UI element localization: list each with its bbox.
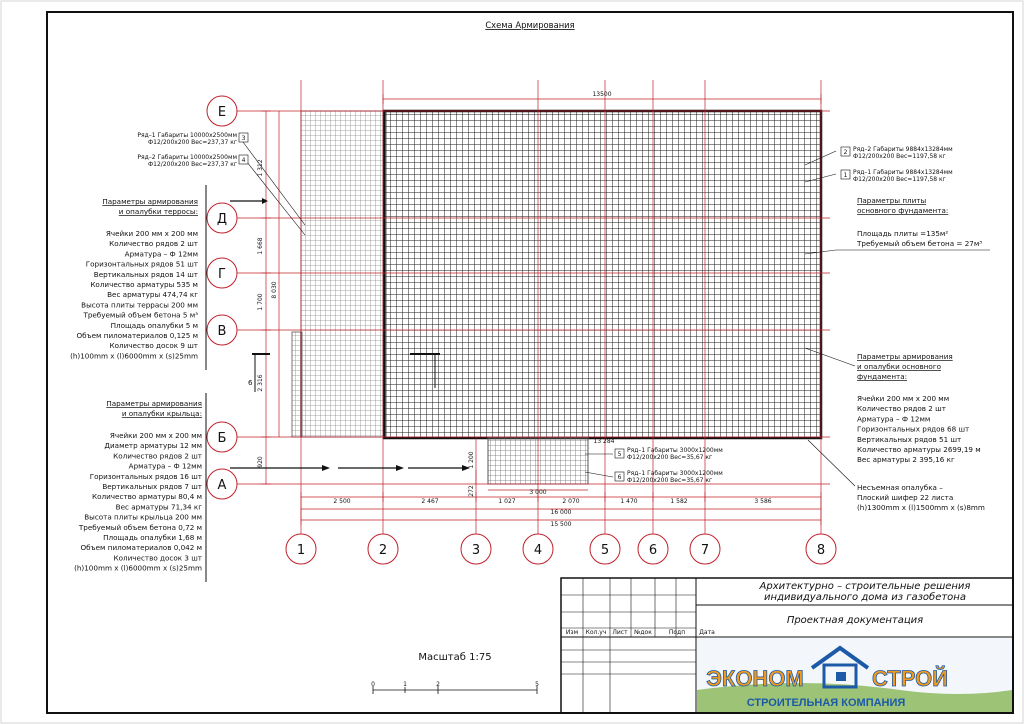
svg-text:Ряд–1 Габариты 9884х13284мм: Ряд–1 Габариты 9884х13284мм — [853, 169, 953, 176]
porch-param-line: Количество рядов 2 шт — [113, 451, 202, 461]
drawing-title: Схема Армирования — [485, 20, 575, 30]
foundation-param-line: Вертикальных рядов 51 шт — [857, 434, 962, 444]
svg-text:4: 4 — [533, 543, 543, 558]
porch-param-line: Требуемый объем бетона 0,72 м — [78, 522, 202, 532]
svg-text:0: 0 — [371, 681, 375, 688]
column-axis-5 — [590, 534, 620, 564]
svg-text:и опалубки основного: и опалубки основного — [857, 362, 941, 371]
svg-text:Ряд–1 Габариты 10000х2500мм: Ряд–1 Габариты 10000х2500мм — [137, 132, 237, 139]
terrace-param-line: Количество рядов 2 шт — [109, 239, 198, 249]
svg-text:Параметры плиты: Параметры плиты — [857, 196, 927, 205]
terrace-param-line: Вертикальных рядов 14 шт — [93, 269, 198, 279]
svg-text:СТРОИТЕЛЬНАЯ КОМПАНИЯ: СТРОИТЕЛЬНАЯ КОМПАНИЯ — [746, 697, 906, 709]
porch-param-line: Высота плиты крыльца 200 мм — [84, 512, 202, 522]
dim-bottom-overall-2: 15 500 — [550, 521, 572, 528]
svg-text:№док: №док — [634, 629, 652, 636]
svg-text:Ряд–1 Габариты 3000х1200мм: Ряд–1 Габариты 3000х1200мм — [627, 470, 723, 477]
dim-left-5: 2 316 — [257, 374, 264, 392]
svg-text:СТРОЙ: СТРОЙ — [871, 666, 949, 691]
dim-bottom-6: 1 582 — [670, 498, 688, 505]
terrace-param-line: Высота плиты террасы 200 мм — [81, 300, 198, 310]
porch-param-line: Количество досок 3 шт — [113, 553, 202, 563]
dim-left-1: 1 312 — [257, 159, 264, 177]
foundation-param-line: Вес арматуры 2 395,16 кг — [857, 455, 955, 465]
svg-text:Ф12/200х200 Вес=35,67 кг: Ф12/200х200 Вес=35,67 кг — [627, 454, 713, 461]
row-axis-v — [207, 315, 237, 345]
svg-text:Д: Д — [216, 212, 228, 227]
svg-text:2: 2 — [436, 681, 440, 688]
svg-text:5: 5 — [617, 451, 622, 458]
terrace-step — [292, 332, 302, 437]
row-axis-d — [207, 203, 237, 233]
svg-text:2: 2 — [378, 543, 388, 558]
svg-text:7: 7 — [700, 543, 710, 558]
dim-bottom-7: 3 586 — [754, 498, 772, 505]
terrace-param-line: Площадь опалубки 5 м — [110, 320, 198, 330]
svg-text:1: 1 — [403, 681, 407, 688]
svg-text:Лист: Лист — [612, 629, 628, 636]
terrace-param-line: Вес арматуры 474,74 кг — [107, 290, 198, 300]
svg-text:В: В — [217, 324, 227, 339]
foundation-param-line: Количество арматуры 2699,19 м — [857, 445, 981, 454]
dim-left-4: 8 030 — [271, 281, 278, 299]
svg-text:5: 5 — [600, 543, 610, 558]
svg-text:3: 3 — [241, 135, 246, 142]
svg-text:272: 272 — [468, 485, 475, 497]
column-axis-1 — [286, 534, 316, 564]
svg-text:1 200: 1 200 — [468, 451, 475, 469]
terrace-param-line: Количество досок 9 шт — [109, 341, 198, 351]
svg-text:4: 4 — [241, 157, 246, 164]
terrace-param-line: Количество арматуры 535 м — [90, 280, 198, 289]
svg-text:и опалубки крыльца:: и опалубки крыльца: — [121, 409, 202, 418]
svg-text:6: 6 — [648, 543, 658, 558]
row-axis-e — [207, 96, 237, 126]
svg-text:Требуемый объем бетона = 27м³: Требуемый объем бетона = 27м³ — [857, 239, 983, 248]
foundation-param-line: Количество рядов 2 шт — [857, 404, 946, 414]
svg-text:Б: Б — [217, 431, 227, 446]
company-logo — [697, 638, 1012, 712]
dim-left-6: 920 — [257, 456, 264, 468]
column-axis-4 — [523, 534, 553, 564]
porch-param-line: Ячейки 200 мм х 200 мм — [109, 431, 202, 440]
svg-text:Ф12/200х200 Вес=237,37 кг: Ф12/200х200 Вес=237,37 кг — [148, 161, 237, 168]
stamp-project-title-2: индивидуального дома из газобетона — [764, 592, 966, 603]
svg-text:Параметры армирования: Параметры армирования — [102, 197, 198, 206]
foundation-param-line: Ячейки 200 мм х 200 мм — [857, 394, 950, 403]
terrace-param-line: Требуемый объем бетона 5 м³ — [83, 310, 198, 320]
svg-text:1: 1 — [843, 172, 848, 179]
porch-param-line: (h)100mm x (l)6000mm x (s)25mm — [74, 563, 202, 573]
svg-text:Ряд–2 Габариты 10000х2500мм: Ряд–2 Габариты 10000х2500мм — [137, 154, 237, 161]
column-axis-7 — [690, 534, 720, 564]
svg-text:Ф12/200х200 Вес=35,67 кг: Ф12/200х200 Вес=35,67 кг — [627, 477, 713, 484]
terrace-param-line: (h)100mm x (l)6000mm x (s)25mm — [70, 351, 198, 361]
svg-text:Ряд–2 Габариты 9884х13284мм: Ряд–2 Габариты 9884х13284мм — [853, 146, 953, 153]
svg-text:Плоский шифер 22 листа: Плоский шифер 22 листа — [857, 493, 954, 502]
main-slab-reinforcement — [384, 111, 821, 438]
porch-param-line: Вертикальных рядов 7 шт — [102, 482, 202, 491]
svg-text:Е: Е — [217, 105, 227, 120]
svg-text:Ф12/200х200 Вес=1197,58 кг: Ф12/200х200 Вес=1197,58 кг — [853, 153, 946, 160]
column-axis-2 — [368, 534, 398, 564]
svg-text:Ф12/200х200 Вес=1197,58 кг: Ф12/200х200 Вес=1197,58 кг — [853, 176, 946, 183]
porch-param-line: Площадь опалубки 1,68 м — [103, 533, 202, 542]
foundation-param-line: Арматура – Ф 12мм — [857, 414, 931, 424]
svg-text:Параметры армирования: Параметры армирования — [857, 352, 953, 361]
svg-text:Ф12/200х200 Вес=237,37 кг: Ф12/200х200 Вес=237,37 кг — [148, 139, 237, 146]
svg-text:6: 6 — [248, 378, 253, 387]
stamp-doc-type: Проектная документация — [786, 615, 924, 626]
svg-text:Г: Г — [218, 267, 226, 282]
svg-text:13500: 13500 — [592, 91, 612, 98]
svg-text:Ряд–1 Габариты 3000х1200мм: Ряд–1 Габариты 3000х1200мм — [627, 447, 723, 454]
dim-left-2: 1 668 — [257, 237, 264, 255]
row-axis-b — [207, 422, 237, 452]
stamp-project-title-1: Архитектурно – строительные решения — [759, 581, 971, 592]
svg-text:и опалубки терросы:: и опалубки терросы: — [118, 207, 198, 216]
terrace-slab-reinforcement — [301, 111, 386, 437]
column-axis-3 — [461, 534, 491, 564]
foundation-param-line: Горизонтальных рядов 68 шт — [857, 424, 970, 434]
terrace-param-line: Ячейки 200 мм х 200 мм — [105, 229, 198, 238]
porch-param-line: Горизонтальных рядов 16 шт — [89, 471, 202, 481]
dim-bottom-4: 2 070 — [562, 498, 580, 505]
porch-param-line: Количество арматуры 80,4 м — [92, 492, 202, 502]
porch-param-line: Вес арматуры 71,34 кг — [115, 502, 202, 512]
svg-text:2: 2 — [843, 149, 848, 156]
column-axis-8 — [806, 534, 836, 564]
dim-bottom-3: 1 027 — [498, 498, 516, 505]
column-axis-6 — [638, 534, 668, 564]
terrace-param-line: Объем пиломатериалов 0,125 м — [76, 331, 198, 340]
svg-text:Параметры армирования: Параметры армирования — [106, 399, 202, 408]
terrace-param-line: Арматура – Ф 12мм — [124, 249, 198, 259]
svg-text:3 000: 3 000 — [529, 489, 547, 496]
svg-text:Несъемная опалубка –: Несъемная опалубка – — [857, 483, 943, 492]
svg-text:фундамента:: фундамента: — [857, 372, 908, 381]
dim-bottom-1: 2 500 — [333, 498, 351, 505]
svg-text:5: 5 — [535, 681, 539, 688]
dim-bottom-2: 2 467 — [421, 498, 439, 505]
svg-text:основного фундамента:: основного фундамента: — [857, 206, 949, 215]
svg-text:Подп: Подп — [668, 629, 686, 636]
svg-text:Дата: Дата — [699, 629, 715, 636]
svg-text:А: А — [217, 478, 227, 493]
svg-text:Изм: Изм — [565, 629, 579, 636]
svg-text:Площадь плиты =135м²: Площадь плиты =135м² — [857, 229, 949, 238]
svg-text:1: 1 — [296, 543, 306, 558]
svg-text:Масштаб 1:75: Масштаб 1:75 — [418, 652, 492, 663]
svg-text:Кол.уч: Кол.уч — [585, 629, 607, 636]
svg-text:(h)1300mm x (l)1500mm x (s)8mm: (h)1300mm x (l)1500mm x (s)8mm — [857, 503, 985, 512]
dim-bottom-overall-1: 16 000 — [550, 509, 572, 516]
svg-text:6: 6 — [617, 474, 622, 481]
svg-text:3: 3 — [471, 543, 481, 558]
svg-text:ЭКОНОМ: ЭКОНОМ — [706, 666, 804, 691]
dim-bottom-5: 1 470 — [620, 498, 638, 505]
porch-param-line: Диаметр арматуры 12 мм — [104, 441, 202, 451]
dim-left-3: 1 700 — [257, 293, 264, 311]
svg-text:13 284: 13 284 — [593, 438, 615, 445]
row-axis-g — [207, 258, 237, 288]
porch-param-line: Объем пиломатериалов 0,042 м — [80, 543, 202, 553]
svg-text:8: 8 — [816, 543, 826, 558]
porch-param-line: Арматура – Ф 12мм — [128, 461, 202, 471]
row-axis-a — [207, 469, 237, 499]
terrace-param-line: Горизонтальных рядов 51 шт — [85, 259, 198, 269]
